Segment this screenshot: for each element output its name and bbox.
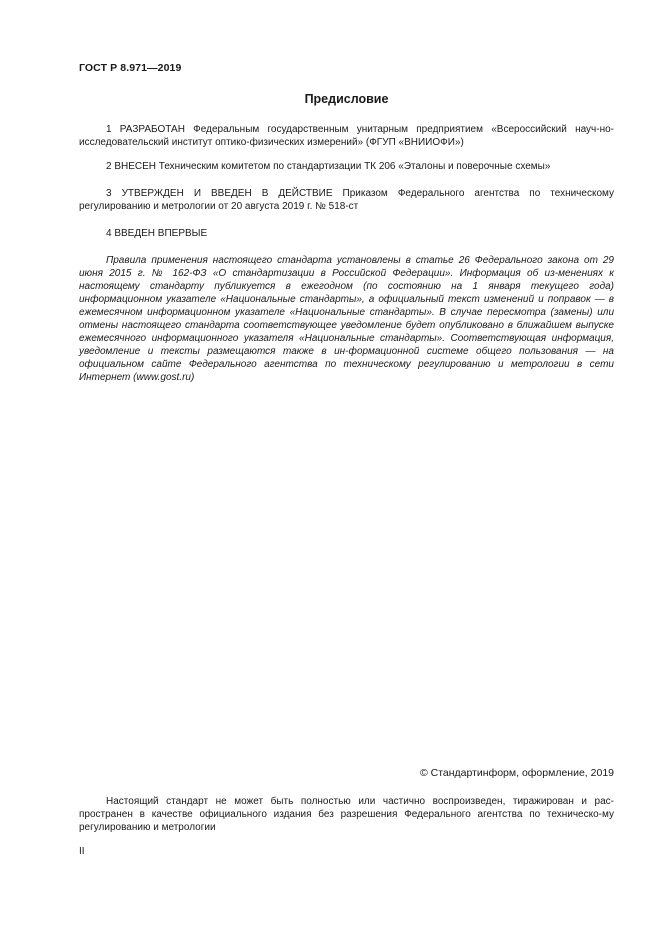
item-submitted: 2 ВНЕСЕН Техническим комитетом по стандартизации ТК 206 «Эталоны и поверочные схемы» <box>106 161 551 172</box>
rules-note-paragraph: Правила применения настоящего стандарта установлены в статье 26 Федерального закона от 29 июня 2015 г. № 162-ФЗ «О стандартизации в Российской Федерации». Информация об из-менениях к настоящему стандарту публикуется в ежегодном (по состоянию на 1 января текущего года) информационном указателе «Национальные стандарты», а официальный текст изменений и поправок — в ежемесячном информационном указателе «Национальные стандарты». В случае пересмотра (замены) или отмены настоящего стандарта соответствующее уведомление будет опубликовано в ближайшем выпуске ежемесячного информационного указателя «Национальные стандарты». Соответствующая информация, уведомление и тексты размещаются также в ин-формационной системе общего пользования — на официальном сайте Федерального агентства по техническому регулированию и метрологии в сети Интернет (www.gost.ru) <box>79 255 614 383</box>
reproduction-notice: Настоящий стандарт не может быть полностью или частично воспроизведен, тиражирован и рас-пространен в качестве официального издания без разрешения Федерального агентства по техническо-му регулированию и метрологии <box>79 796 614 833</box>
page-title: Предисловие <box>304 92 389 106</box>
item-developed: 1 РАЗРАБОТАН Федеральным государственным унитарным предприятием «Всероссийский науч-но-исследовательский институт оптико-физических измерений» (ФГУП «ВНИИОФИ») <box>79 124 614 148</box>
item-approved: 3 УТВЕРЖДЕН И ВВЕДЕН В ДЕЙСТВИЕ Приказом Федерального агентства по техническому регулированию и метрологии от 20 августа 2019 г. № 518-ст <box>79 188 614 212</box>
document-code-header: ГОСТ Р 8.971—2019 <box>79 62 182 74</box>
item-introduced: 4 ВВЕДЕН ВПЕРВЫЕ <box>106 228 208 239</box>
page-number: II <box>79 846 85 857</box>
copyright-line: © Стандартинформ, оформление, 2019 <box>419 767 614 779</box>
